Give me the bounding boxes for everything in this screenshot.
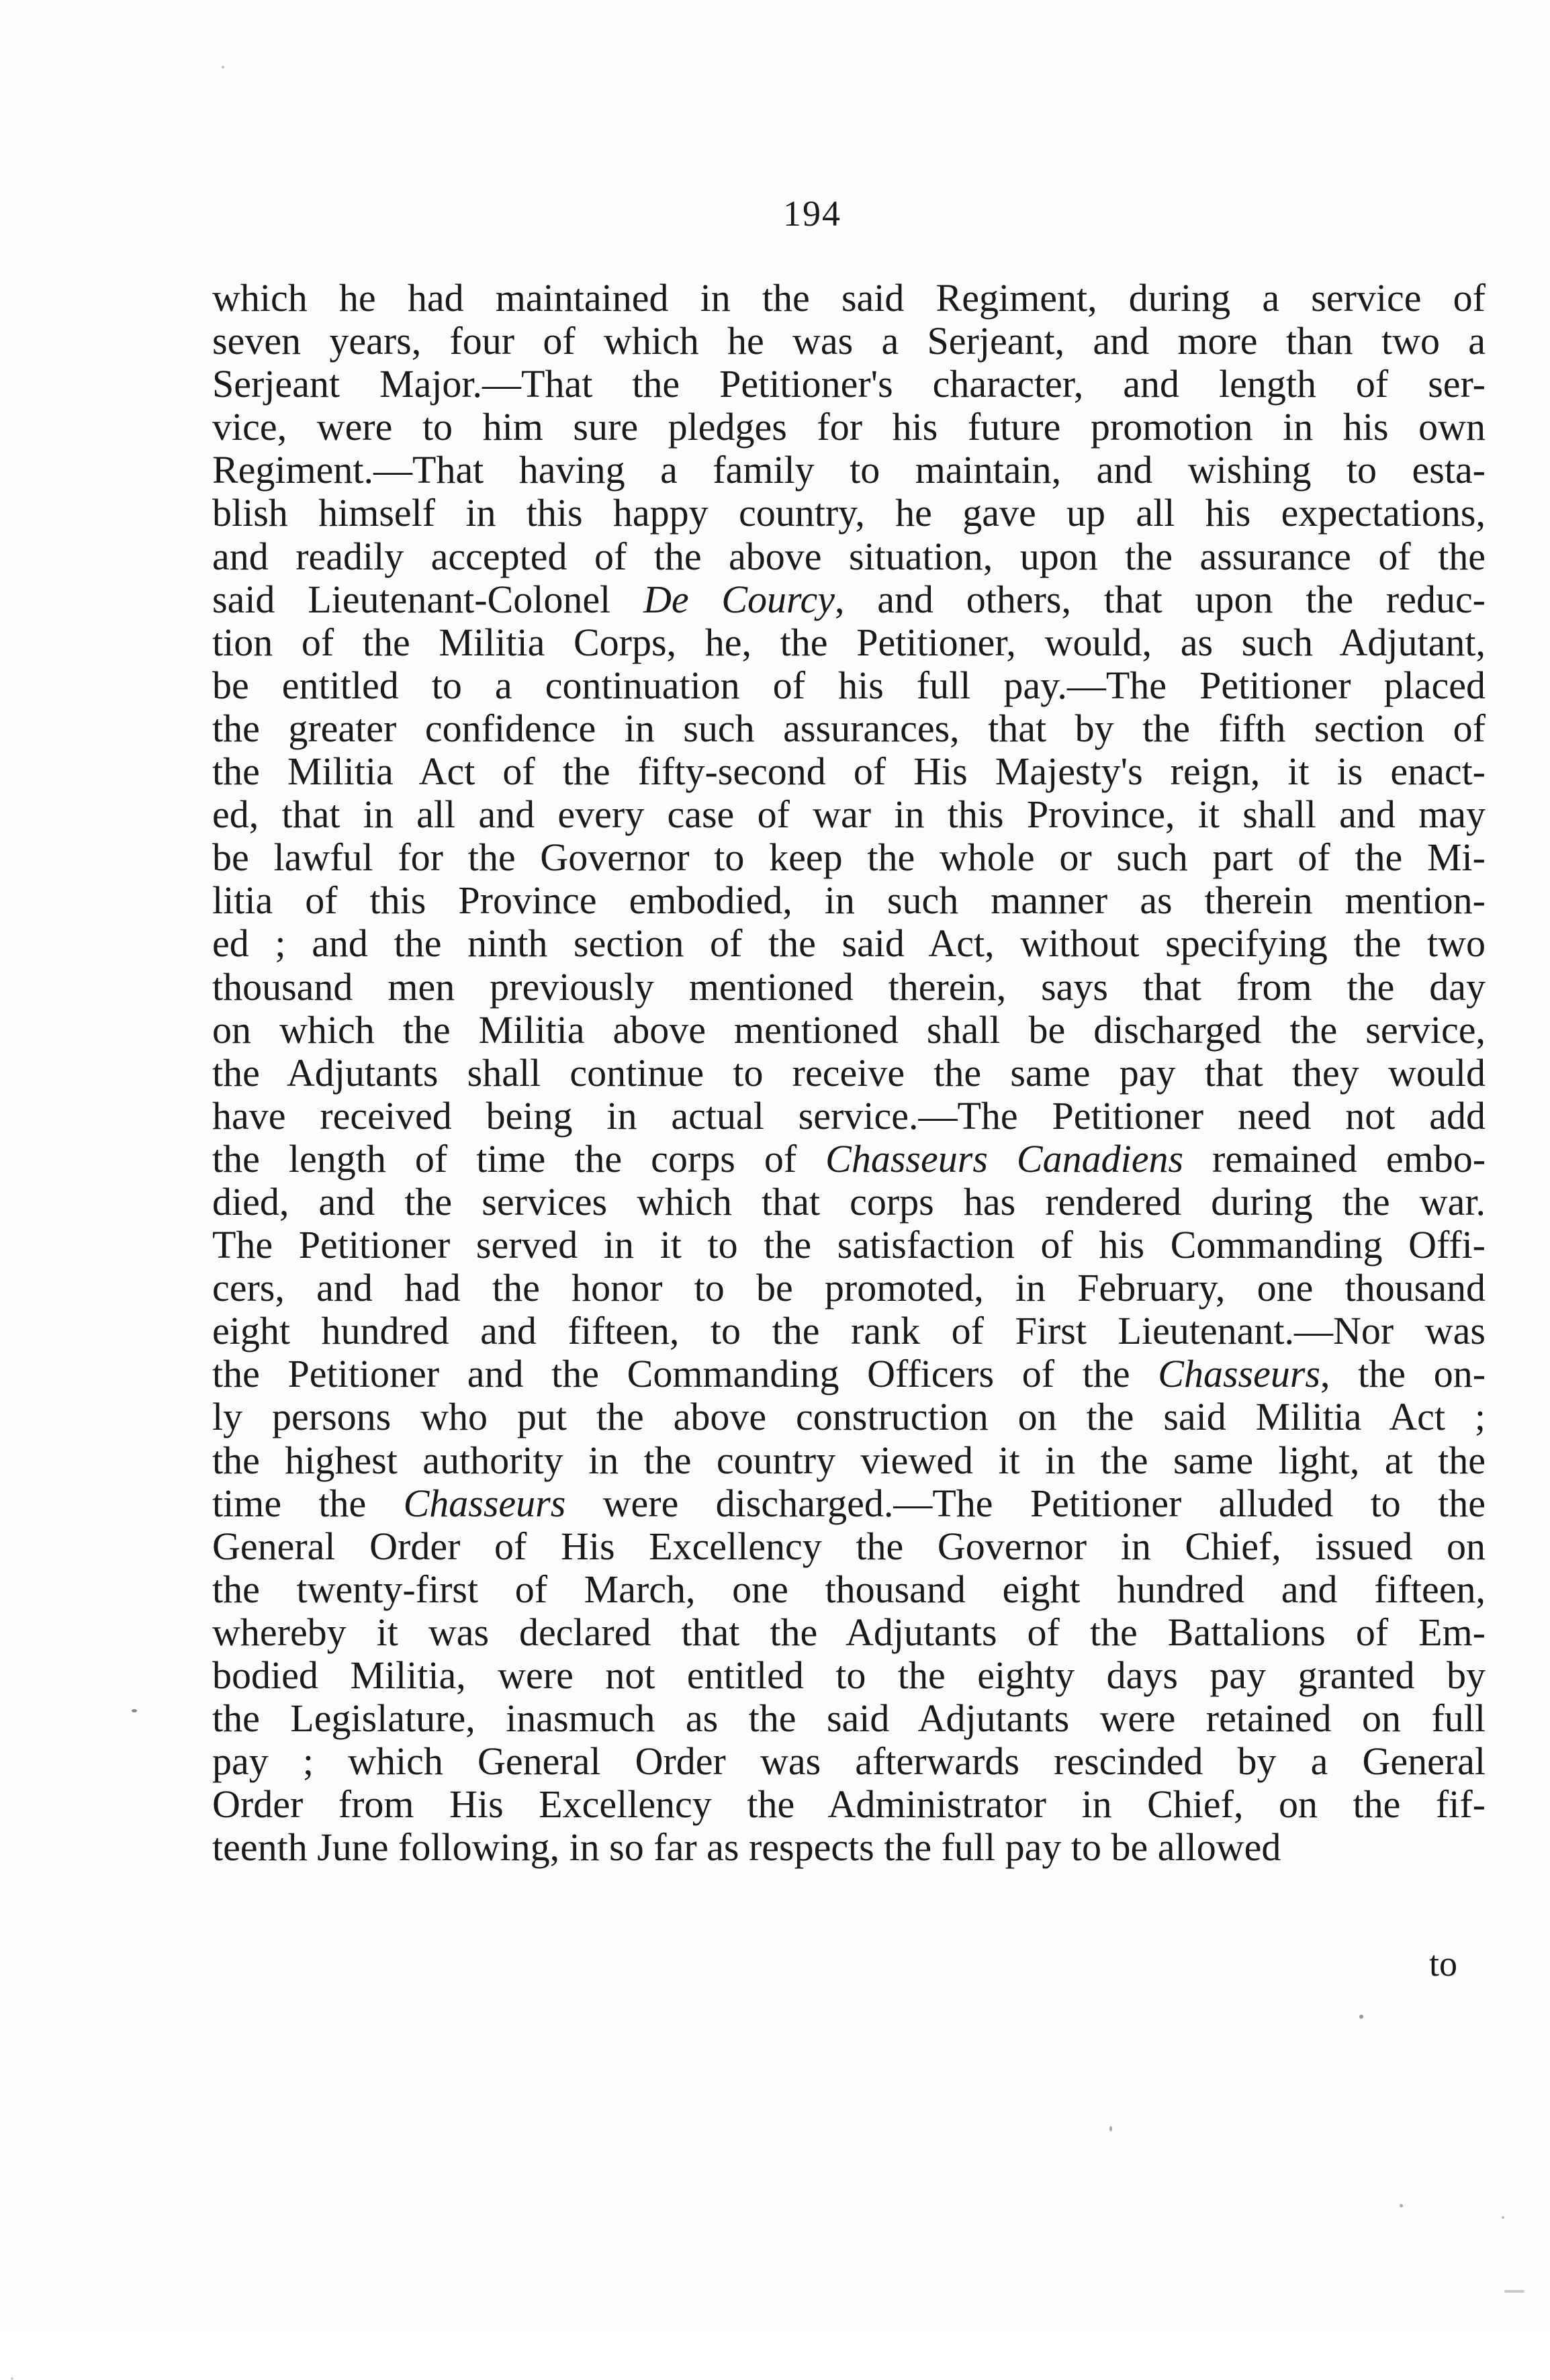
text-line: on which the Militia above mentioned shall be discharged the service, [212,1007,1486,1052]
text-line: and readily accepted of the above situation, upon the assurance of the [212,534,1486,578]
text-line: the highest authority in the country viewed it in the same light, at the [212,1438,1486,1482]
page-number: 194 [783,193,841,234]
text-line: the twenty-first of March, one thousand eight hundred and fifteen, [212,1567,1486,1611]
text-line: said Lieutenant-Colonel De Courcy, and others, that upon the reduc- [212,577,1486,621]
text-line: died, and the services which that corps has rendered during the war. [212,1179,1486,1224]
text-line: the Legislature, inasmuch as the said Adjutants were retained on full [212,1696,1486,1741]
scan-speck [222,66,224,68]
text-line: General Order of His Excellency the Governor in Chief, issued on [212,1524,1486,1568]
text-line: seven years, four of which he was a Serjeant, and more than two a [212,319,1486,363]
text-line: be entitled to a continuation of his full pay.—The Petitioner placed [212,663,1486,707]
text-line: ed ; and the ninth section of the said Act, without specifying the two [212,921,1486,966]
text-line: have received being in actual service.—The Petitioner need not add [212,1093,1486,1138]
text-line: the Petitioner and the Commanding Officers of the Chasseurs, the on- [212,1352,1486,1396]
text-line: the length of time the corps of Chasseurs Canadiens remained embo- [212,1136,1486,1181]
text-line: which he had maintained in the said Regiment, during a service of [212,276,1486,320]
text-line: eight hundred and fifteen, to the rank of First Lieutenant.—Nor was [212,1309,1486,1353]
text-line: Regiment.—That having a family to maintain, and wishing to esta- [212,448,1486,492]
catchword: to [1429,1943,1458,1984]
text-line: ly persons who put the above construction on the said Militia Act ; [212,1395,1486,1439]
text-line: blish himself in this happy country, he gave up all his expectations, [212,491,1486,535]
text-line: the greater confidence in such assurances, that by the fifth section of [212,706,1486,750]
text-line: Order from His Excellency the Administrator in Chief, on the fif- [212,1782,1486,1827]
text-line: tion of the Militia Corps, he, the Petitioner, would, as such Adjutant, [212,620,1486,664]
scan-speck [1359,2015,1363,2019]
scan-speck [1109,2126,1112,2132]
text-line: ed, that in all and every case of war in this Province, it shall and may [212,792,1486,837]
scan-speck [1502,2216,1504,2219]
text-line: teenth June following, in so far as respects the full pay to be allowed [212,1825,1281,1870]
text-line: thousand men previously mentioned therein, says that from the day [212,964,1486,1009]
text-line: litia of this Province embodied, in such manner as therein mention- [212,878,1486,923]
text-line: Serjeant Major.—That the Petitioner's character, and length of ser- [212,362,1486,406]
text-line: vice, were to him sure pledges for his future promotion in his own [212,405,1486,449]
body-text [212,277,1486,1869]
text-line: the Adjutants shall continue to receive the same pay that they would [212,1050,1486,1095]
text-line: cers, and had the honor to be promoted, in February, one thousand [212,1266,1486,1310]
text-line: be lawful for the Governor to keep the whole or such part of the Mi- [212,835,1486,880]
scan-speck [1504,2290,1524,2293]
text-line: pay ; which General Order was afterwards rescinded by a General [212,1739,1486,1784]
scan-speck [1400,2204,1403,2207]
scan-speck [132,1709,137,1712]
text-line: the Militia Act of the fifty-second of His Majesty's reign, it is enact- [212,749,1486,794]
scan-speck [11,2377,13,2380]
text-line: bodied Militia, were not entitled to the eighty days pay granted by [212,1653,1486,1697]
text-line: time the Chasseurs were discharged.—The Petitioner alluded to the [212,1481,1486,1525]
text-line: whereby it was declared that the Adjutants of the Battalions of Em- [212,1610,1486,1654]
text-line: The Petitioner served in it to the satisfaction of his Commanding Offi- [212,1223,1486,1267]
